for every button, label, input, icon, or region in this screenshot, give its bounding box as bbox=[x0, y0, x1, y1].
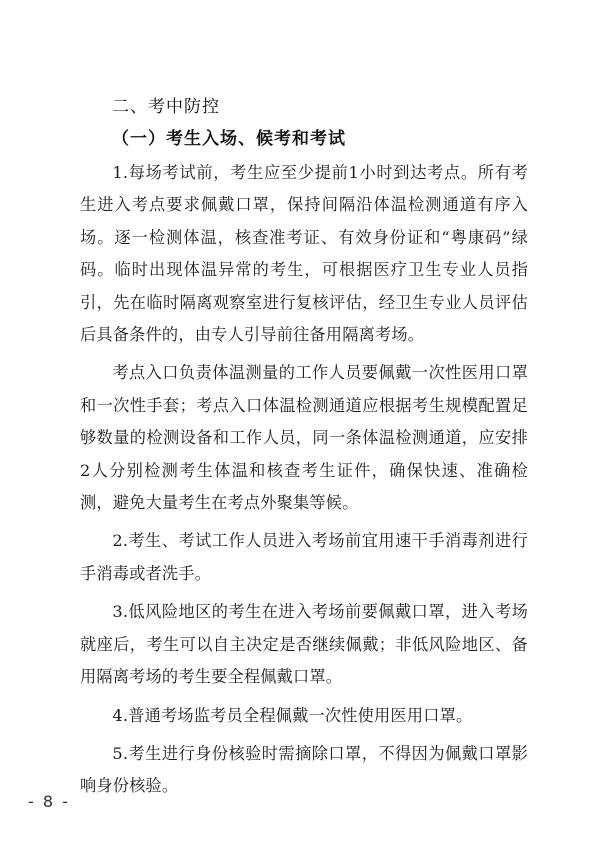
body-text bbox=[80, 157, 528, 809]
page-number: - 8 - bbox=[28, 792, 70, 811]
paragraph-entry-check: 1.每场考试前，考生应至少提前1小时到达考点。所有考生进入考点要求佩戴口罩，保持间隔沿体温检测通道有序入场。逐一检测体温，核查准考证、有效身份证和“粤康码”绿码。临时出现体温异常的考生，可根据医疗卫生专业人员指引，先在临时隔离观察室进行复核评估，经卫生专业人员评估后具备条件的，由专人引导前往备用隔离考场。 bbox=[80, 163, 528, 345]
section-title: 二、考中防控 bbox=[112, 97, 220, 117]
paragraph-hand-disinfection: 2.考生、考试工作人员进入考场前宜用速干手消毒剂进行手消毒或者洗手。 bbox=[80, 531, 528, 583]
paragraph-staff-requirements: 考点入口负责体温测量的工作人员要佩戴一次性医用口罩和一次性手套；考点入口体温检测通道应根据考生规模配置足够数量的检测设备和工作人员，同一条体温检测通道，应安排2人分别检测考生体温和核查考生证件，确保快速、准确检测，避免大量考生在考点外聚集等候。 bbox=[80, 363, 528, 513]
subsection-title: （一）考生入场、候考和考试 bbox=[112, 129, 346, 149]
paragraph-invigilator-mask: 4.普通考场监考员全程佩戴一次性使用医用口罩。 bbox=[112, 705, 473, 725]
paragraph-mask-rules: 3.低风险地区的考生在进入考场前要佩戴口罩，进入考场就座后，考生可以自主决定是否继续佩戴；非低风险地区、备用隔离考场的考生要全程佩戴口罩。 bbox=[80, 602, 528, 687]
paragraph-identity-check: 5.考生进行身份核验时需摘除口罩，不得因为佩戴口罩影响身份核验。 bbox=[80, 743, 528, 796]
